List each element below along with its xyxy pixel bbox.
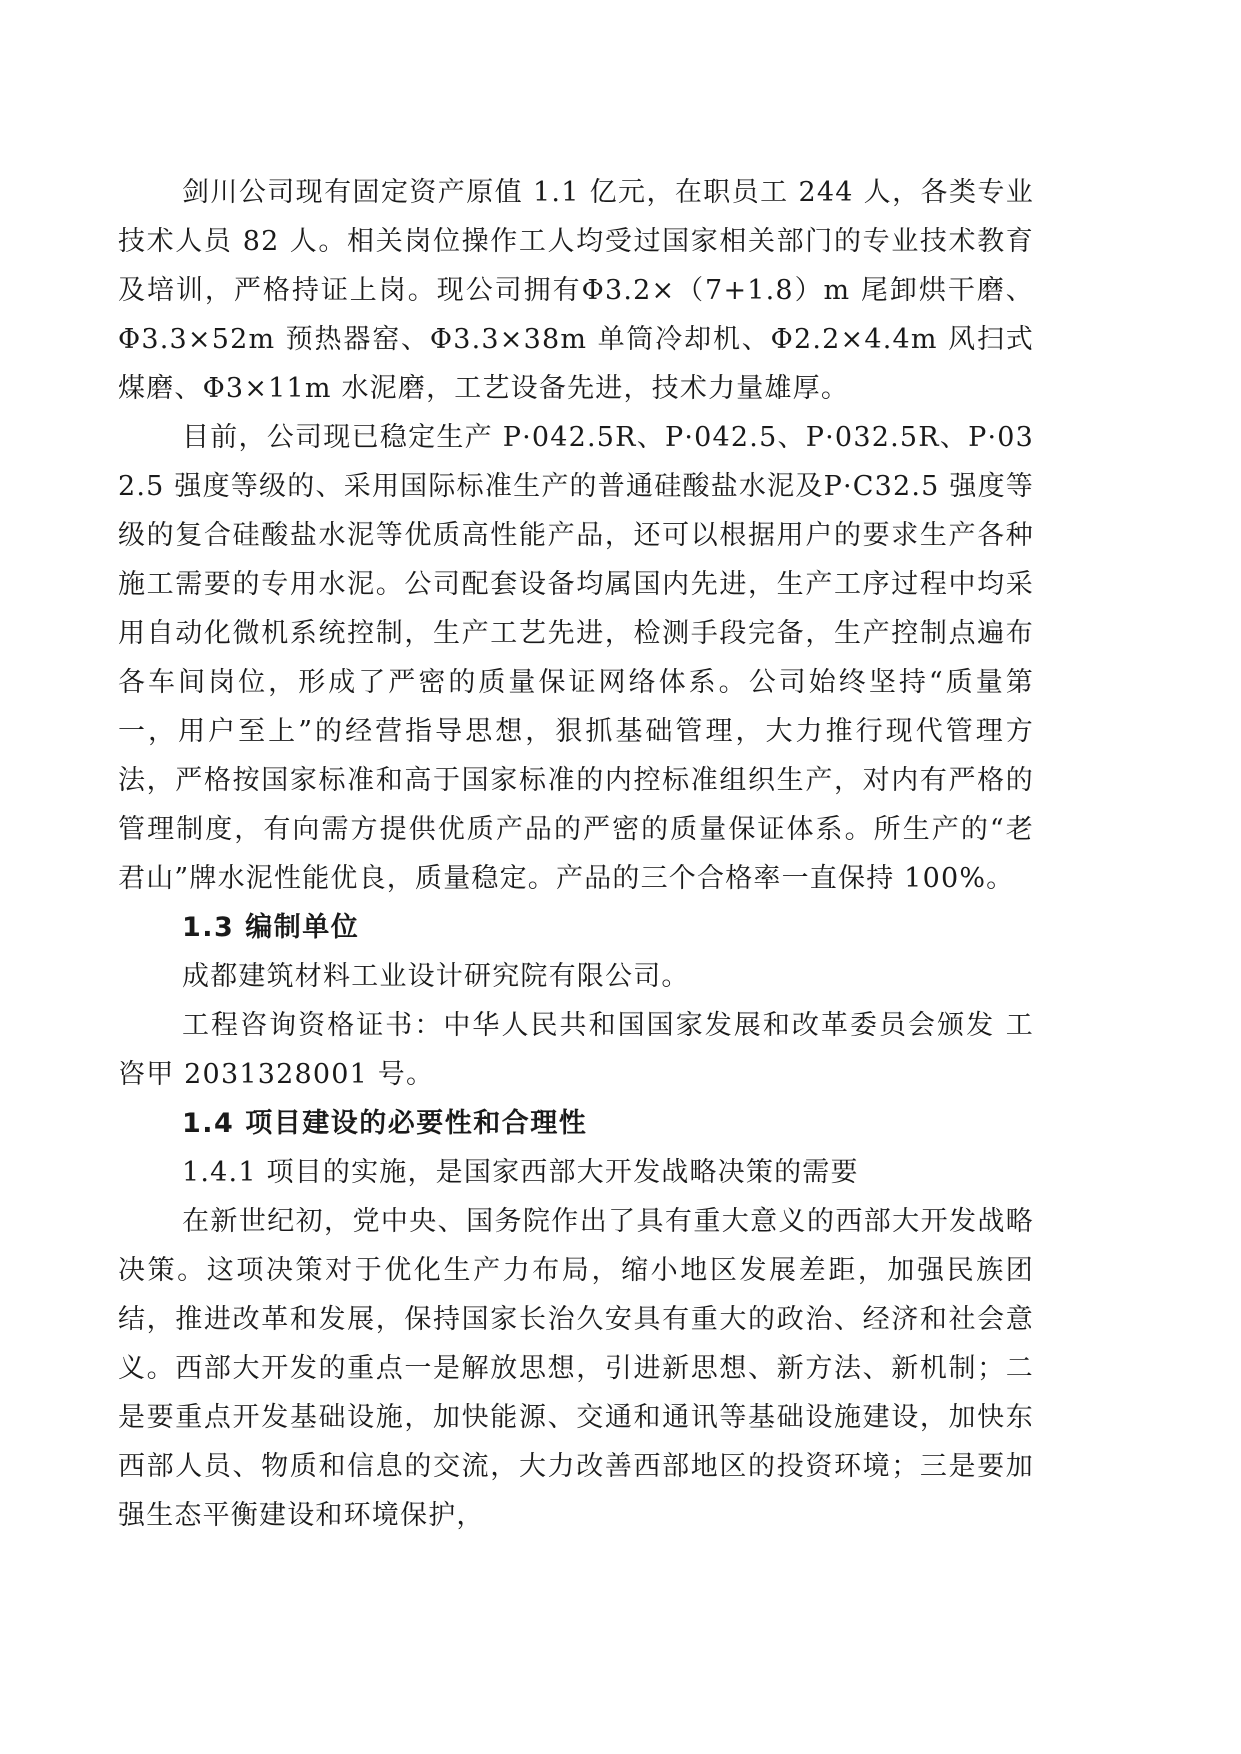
- paragraph-certificate: 工程咨询资格证书：中华人民共和国国家发展和改革委员会颁发 工咨甲 2031328001 号。: [118, 1010, 1034, 1090]
- section-heading-1-3: 1.3 编制单位: [182, 912, 360, 943]
- paragraph-western-development: 在新世纪初，党中央、国务院作出了具有重大意义的西部大开发战略决策。这项决策对于优化生产力布局，缩小地区发展差距，加强民族团结，推进改革和发展，保持国家长治久安具有重大的政治、经济和社会意义。西部大开发的重点一是解放思想，引进新思想、新方法、新机制；二是要重点开发基础设施，加快能源、交通和通讯等基础设施建设，加快东西部人员、物质和信息的交流，大力改善西部地区的投资环境；三是要加强生态平衡建设和环境保护，: [118, 1206, 1034, 1531]
- subsection-heading-1-4-1: 1.4.1 项目的实施，是国家西部大开发战略决策的需要: [182, 1157, 859, 1188]
- document-body: [118, 168, 1034, 1540]
- paragraph-company-assets: 剑川公司现有固定资产原值 1.1 亿元，在职员工 244 人，各类专业技术人员 82 人。相关岗位操作工人均受过国家相关部门的专业技术教育及培训，严格持证上岗。现公司拥有Φ3.2×（7+1.8）m 尾卸烘干磨、Φ3.3×52m 预热器窑、Φ3.3×38m 单筒冷却机、Φ2.2×4.4m 风扫式煤磨、Φ3×11m 水泥磨，工艺设备先进，技术力量雄厚。: [118, 177, 1034, 404]
- paragraph-design-institute: 成都建筑材料工业设计研究院有限公司。: [182, 961, 690, 992]
- paragraph-products-quality: 目前，公司现已稳定生产 P·042.5R、P·042.5、P·032.5R、P·032.5 强度等级的、采用国际标准生产的普通硅酸盐水泥及P·C32.5 强度等级的复合硅酸盐水泥等优质高性能产品，还可以根据用户的要求生产各种施工需要的专用水泥。公司配套设备均属国内先进，生产工序过程中均采用自动化微机系统控制，生产工艺先进，检测手段完备，生产控制点遍布各车间岗位，形成了严密的质量保证网络体系。公司始终坚持“质量第一，用户至上”的经营指导思想，狠抓基础管理，大力推行现代管理方法，严格按国家标准和高于国家标准的内控标准组织生产，对内有严格的管理制度，有向需方提供优质产品的严密的质量保证体系。所生产的“老君山”牌水泥性能优良，质量稳定。产品的三个合格率一直保持 100%。: [118, 422, 1034, 894]
- section-heading-1-4: 1.4 项目建设的必要性和合理性: [182, 1108, 588, 1139]
